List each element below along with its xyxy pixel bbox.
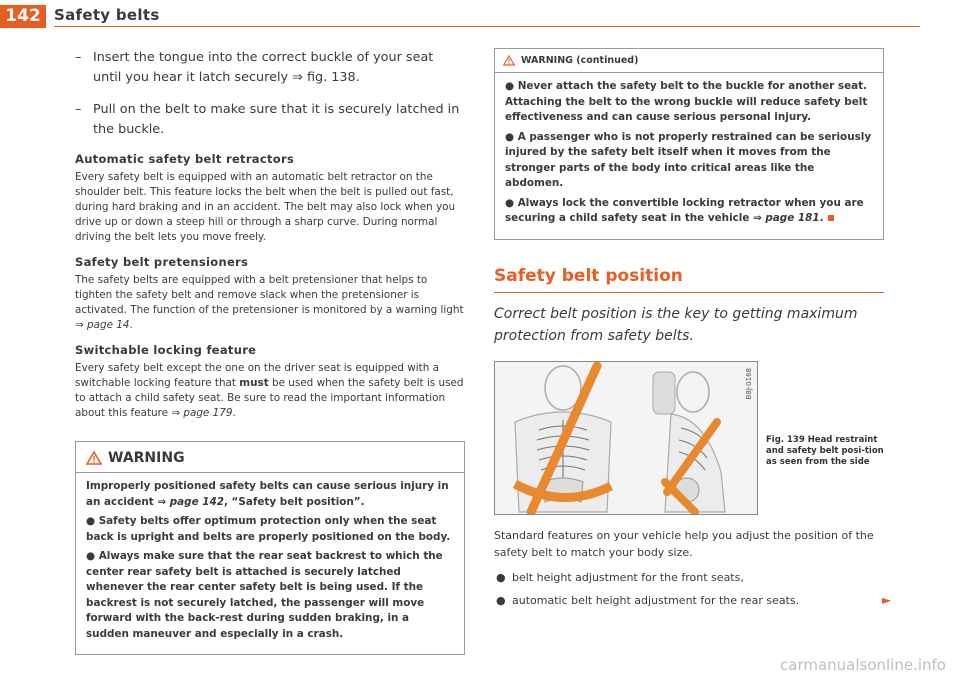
warning-triangle-icon	[86, 451, 102, 465]
right-column	[494, 48, 892, 615]
watermark: carmanualsonline.info	[780, 656, 946, 674]
warning-bullet-text: Never attach the safety belt to the buckle for another seat. Attaching the belt to the wrong buckle will reduce safety belt effectiveness and can cause serious personal injury.	[505, 80, 868, 123]
section-title: Safety belt position	[494, 265, 683, 286]
retractors-text: Every safety belt is equipped with an automatic belt retractor on the shoulder belt. This feature locks the belt when the belt is pulled out fast, during hard braking and in an accident. The belt may also lock when you drive up or down a steep hill or through a sharp curve. During normal driving the belt lets you move freely.	[75, 171, 456, 243]
figure-139	[494, 361, 884, 517]
pretensioners-body: The safety belts are equipped with a belt pretensioner that helps to tighten the safety belt and remove slack when the pretensioner is activated. The function of the pretensioner is monitored by a warning light ⇒	[75, 274, 464, 331]
locking-body-b: be used when the safety belt is used to attach a child safety seat. Be sure to read the important information about this feature ⇒	[75, 377, 464, 419]
heading-locking: Switchable locking feature	[75, 343, 257, 357]
bullet-item	[494, 592, 892, 609]
page-142-link[interactable]: page 142	[169, 495, 224, 508]
step-insert-tongue	[75, 48, 465, 88]
page-14-link[interactable]: page 14	[87, 319, 130, 331]
dash-marker: –	[75, 102, 82, 117]
section-intro: Correct belt position is the key to getting maximum protection from safety belts.	[494, 305, 858, 344]
left-column	[75, 48, 465, 655]
seatbelt-illustration	[495, 362, 757, 514]
adjust-para: Standard features on your vehicle help you adjust the position of the safety belt to match your body size.	[494, 528, 874, 559]
step-text: Pull on the belt to make sure that it is securely latched in the buckle.	[93, 102, 460, 137]
warning-lead	[86, 479, 454, 510]
header-rule	[54, 26, 920, 27]
warning-continued-body	[495, 73, 883, 239]
locking-text	[75, 361, 465, 421]
dash-marker: –	[75, 50, 82, 65]
step-pull-belt	[75, 100, 465, 140]
figure-caption: Fig. 139 Head restraint and safety belt posi-tion as seen from the side	[766, 434, 884, 467]
warning-continued-box	[494, 48, 884, 240]
warning-bullet-text: A passenger who is not properly restrained can be seriously injured by the safety belt itself when it moves from the stronger parts of the body into critical areas like the abdomen.	[505, 130, 872, 189]
bullet-text: automatic belt height adjustment for the rear seats.	[512, 593, 800, 607]
locking-must: must	[239, 377, 269, 389]
pretensioners-end: .	[129, 319, 133, 331]
warning-continued-title: WARNING (continued)	[521, 55, 639, 66]
heading-pretensioners: Safety belt pretensioners	[75, 255, 249, 269]
warning-header	[76, 442, 464, 473]
warning-bullet-text: Always lock the convertible locking retractor when you are securing a child safety seat in the vehicle ⇒	[505, 196, 864, 224]
heading-retractors: Automatic safety belt retractors	[75, 152, 295, 166]
continue-arrow-icon: ►	[882, 592, 892, 607]
bullet-item	[494, 569, 884, 586]
bullet-dot: ●	[496, 593, 506, 607]
page-number: 142	[0, 5, 46, 28]
warning-box	[75, 441, 465, 655]
warning-lead-text: Improperly positioned safety belts can cause serious injury in an accident ⇒	[86, 480, 449, 508]
warning-body	[76, 473, 464, 654]
warning-bullet-text: Safety belts offer optimum protection only when the seat back is upright and belts are properly positioned on the body.	[86, 515, 451, 543]
page-header	[0, 0, 960, 30]
warning-lead-end: , “Safety belt position”.	[223, 495, 365, 508]
bullet-dot: ●	[496, 570, 506, 584]
warning-bullet: ● Safety belts offer optimum protection only when the seat back is upright and belts are properly positioned on the body.	[86, 515, 451, 543]
bullet-text: belt height adjustment for the front seats,	[512, 570, 744, 584]
section-rule	[494, 292, 884, 293]
warning-triangle-icon	[503, 55, 515, 66]
warning-bullet: ● A passenger who is not properly restrained can be seriously injured by the safety belt itself when it moves from the stronger parts of the body into critical areas like the abdomen.	[505, 130, 872, 189]
warning-title: WARNING	[108, 450, 185, 466]
warning-bullet: ● Never attach the safety belt to the buckle for another seat. Attaching the belt to the wrong buckle will reduce safety belt effectiveness and can cause serious personal injury.	[505, 80, 868, 123]
page-181-link[interactable]: page 181	[765, 212, 820, 224]
step-text: Insert the tongue into the correct buckle of your seat until you hear it latch securely ⇒ fig. 138.	[93, 50, 434, 85]
page-179-link[interactable]: page 179	[183, 407, 233, 419]
warning-bullet: ● Always lock the convertible locking retractor when you are securing a child safety seat in the vehicle ⇒ page 181.	[505, 196, 864, 224]
figure-code: B8J-0168	[745, 367, 753, 399]
end-marker	[828, 215, 834, 221]
warning-bullet: ● Always make sure that the rear seat backrest to which the center rear safety belt is attached is securely latched whenever the rear center safety belt is being used. If the backrest is not securely latched, the passenger will move forward with the back-rest during sudden braking, in a sudden maneuver and especially in a crash.	[86, 550, 443, 640]
page-title: Safety belts	[54, 6, 160, 24]
figure-image	[494, 361, 758, 515]
warning-bullet-text: Always make sure that the rear seat backrest to which the center rear safety belt is attached is securely latched whenever the rear center safety belt is being used. If the backrest is not securely latched, the passenger will move forward with the back-rest during sudden braking, in a sudden maneuver and especially in a crash.	[86, 550, 443, 640]
warning-continued-header	[495, 49, 883, 73]
warning-bullet-end: .	[819, 212, 824, 224]
locking-body-a: Every safety belt except the one on the driver seat is equipped with a switchable locking feature that	[75, 362, 439, 389]
locking-end: .	[232, 407, 236, 419]
pretensioners-text	[75, 273, 465, 333]
